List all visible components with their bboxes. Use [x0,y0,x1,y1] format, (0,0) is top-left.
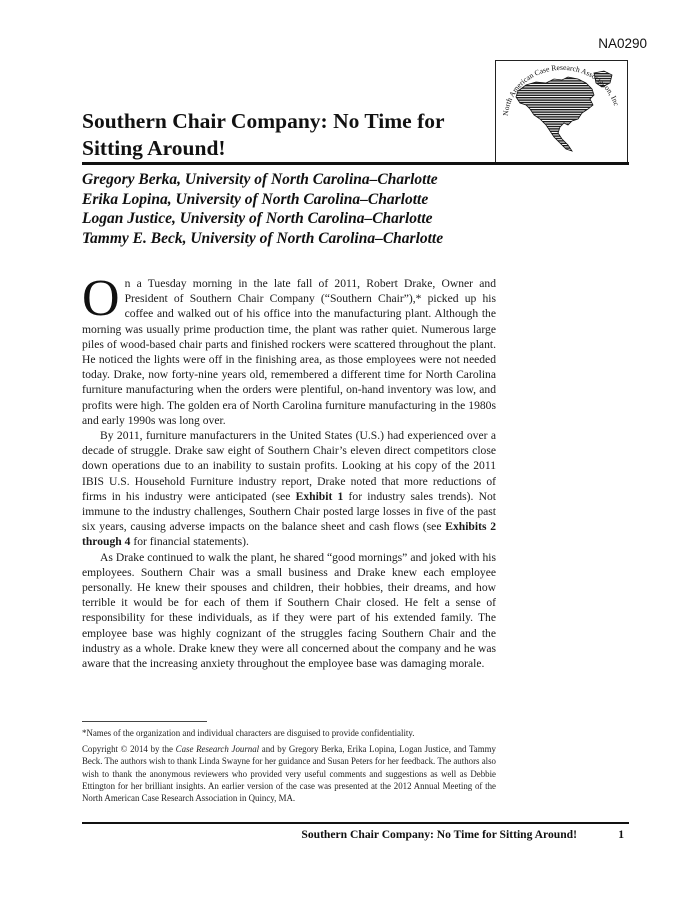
paragraph-1-text: n a Tuesday morning in the late fall of 2011, Robert Drake, Owner and President of Southern Chair Company (“Southern Chair”),* picked up his coffee and walked out of his office into the manufacturing plant. Although the morning was usually prime production time, the plant was rather quiet. Numerous large piles of wood-based chair parts and finished rockers were scattered throughout the plant. He noticed the lights were off in the finishing area, as those employees were not needed today. Drake, now forty-nine years old, remembered a different time for North Carolina furniture manufacturing when the orders were plentiful, on-hand inventory was low, and profits were high. The golden era of North Carolina furniture manufacturing in the 1980s and early 1990s was long over. [82,277,496,427]
page-number: 1 [618,828,624,841]
confidentiality-note: *Names of the organization and individual characters are disguised to provide confidentiality. [82,728,415,738]
paragraph-2 [82,428,496,550]
page-footer [82,828,629,844]
running-title: Southern Chair Company: No Time for Sitting Around! [301,828,577,841]
north-america-map-icon [496,61,626,161]
exhibit-1-ref: Exhibit 1 [295,489,344,503]
copyright-text: and by Gregory Berka, Erika Lopina, Logan Justice, and Tammy Beck. The authors wish to thank Linda Swayne for her guidance and Susan Peters for her feedback. The authors also wish to thank the anonymous reviewers who provided very useful comments and suggestions as well as Debbie Ettington for her brilliant insights. An earlier version of the case was presented at the 2012 Annual Meeting of the North American Case Research Association in Quincy, MA. [82,744,496,804]
paragraph-2-text: By 2011, furniture manufacturers in the United States (U.S.) had experienced over a decade of struggle. Drake saw eight of Southern Chair’s eleven direct competitors close down operations due to an inability to sustain profits. Looking at his copy of the 2011 IBIS U.S. Household Furniture industry report, Drake noted that more reductions of firms in his industry were anticipated (see [82,429,496,503]
seal-text: North American Case Research Association, Inc [500,62,622,117]
drop-cap: O [82,270,120,327]
paragraph-1 [82,270,496,428]
journal-name: Case Research Journal [175,744,260,755]
title-rule [82,162,629,165]
footnote-rule [82,721,207,722]
paragraph-2-text: for industry sales trends). Not immune to the industry challenges, Southern Chair posted large losses in five of the past six years, causing adverse impacts on the balance sheet and cash flows (see [82,489,496,534]
case-id: NA0290 [598,36,647,51]
paragraph-3: As Drake continued to walk the plant, he shared “good mornings” and joked with his employees. Southern Chair was a small business and Drake knew each employee personally. He knew their spouses and children, their hobbies, their dreams, and how terrible it would be for each of them if Southern Chair closed. He felt a sense of responsibility for these individuals, as if they were part of his extended family. The employee base was highly cognizant of the struggles facing Southern Chair and the industry as a whole. Drake knew they were all concerned about the company and he was aware that the increasing anxiety throughout the employee base was damaging morale. [82,550,496,671]
case-title: Southern Chair Company: No Time for Sitting Around! [82,109,445,160]
footnotes [82,727,496,808]
footer-rule [82,822,629,824]
author: Logan Justice, University of North Carolina–Charlotte [82,210,433,227]
case-body [82,270,497,671]
copyright-note [82,743,496,804]
author: Erika Lopina, University of North Carolina–Charlotte [82,190,429,208]
author: Gregory Berka, University of North Carolina–Charlotte [82,171,438,188]
copyright-text: Copyright © 2014 by the [82,744,176,755]
paragraph-2-text: for financial statements). [130,535,249,549]
exhibits-2-4-ref: Exhibits 2 through 4 [82,520,497,549]
nacra-logo [495,60,628,163]
author: Tammy E. Beck, University of North Carolina–Charlotte [82,229,444,247]
author-list [82,170,642,248]
